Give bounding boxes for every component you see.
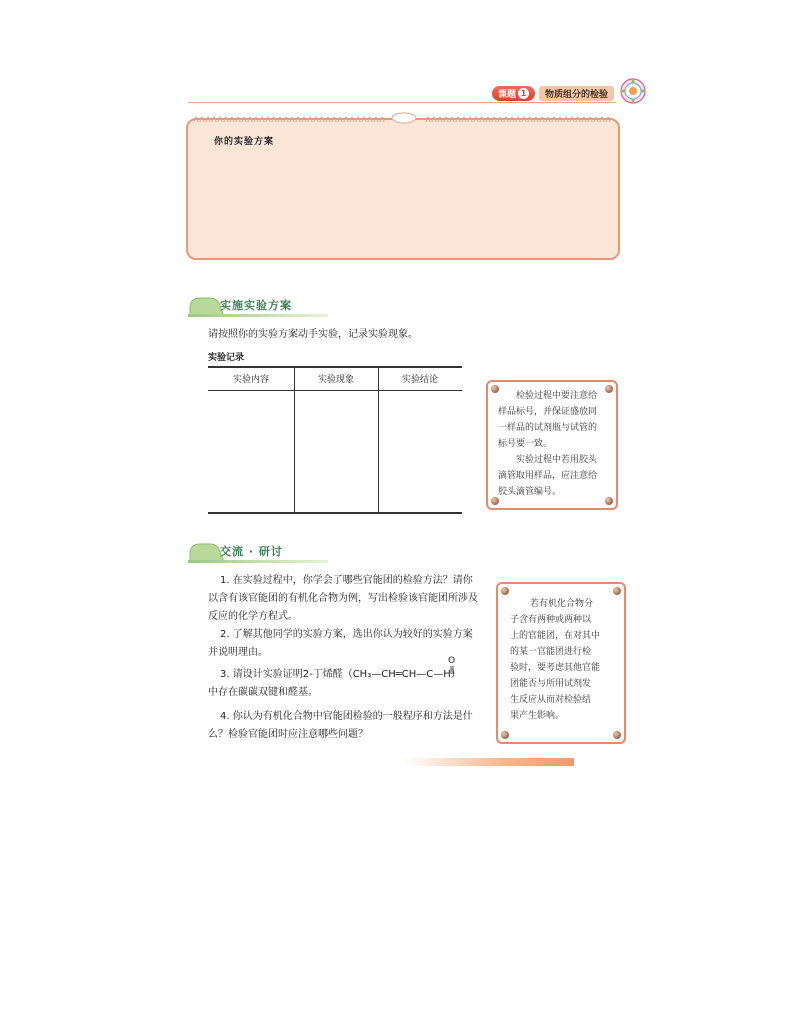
section-header-implement	[188, 294, 292, 316]
topic-title: 物质组分的检验	[539, 86, 614, 101]
plan-box-label: 你的实验方案	[214, 137, 275, 147]
pin-icon	[613, 587, 621, 595]
question-3-prefix: 3. 请设计实验证明2-丁烯醛（	[220, 669, 353, 680]
side-note-functional-groups	[496, 582, 626, 744]
formula-close-paren: ）	[450, 669, 461, 680]
section-title-implement: 实施实验方案	[220, 299, 292, 312]
question-line: 以含有该官能团的有机化合物为例，写出检验该官能团所涉及	[208, 593, 478, 604]
note-line: 样品标号，并保证盛放同	[498, 407, 598, 417]
question-3	[208, 666, 508, 702]
question-line: 么？检验官能团时应注意哪些问题？	[208, 729, 368, 740]
section-underline	[188, 314, 328, 317]
question-line: 4. 你认为有机化合物中官能团检验的一般程序和方法是什	[220, 711, 473, 722]
experiment-record-table	[208, 366, 462, 514]
crotonaldehyde-formula: CH₃—CH═CH—C—H	[352, 669, 451, 680]
question-line: 中存在碳碳双键和醛基。	[208, 687, 318, 698]
question-4	[208, 708, 498, 744]
note-line: 上的官能团，在对其中	[510, 631, 601, 641]
note-line: 生反应从而对检验结	[510, 695, 592, 705]
implement-instruction: 请按照你的实验方案动手实验，记录实验现象。	[208, 329, 418, 340]
pin-icon	[501, 731, 509, 739]
table-header-content: 实验内容	[232, 375, 269, 385]
header-rule	[188, 102, 616, 103]
note-line: 滴管取用样品，应注意给	[498, 471, 598, 481]
notebook-rings-icon	[190, 110, 618, 124]
question-line: 1. 在实验过程中，你学会了哪些官能团的检验方法？请你	[220, 575, 473, 586]
footer-gradient-bar	[404, 758, 574, 766]
pin-icon	[501, 587, 509, 595]
side-note-labeling	[486, 380, 618, 510]
section-header-discussion	[188, 540, 283, 562]
flower-emblem-icon	[620, 78, 646, 104]
table-bottom-rule	[208, 512, 462, 514]
section-title-discussion: 交流 · 研讨	[220, 545, 283, 558]
table-top-rule	[208, 366, 462, 368]
chapter-header	[492, 84, 614, 102]
section-underline	[188, 560, 328, 563]
note-line: 胶头滴管编号。	[498, 487, 562, 497]
table-header-phenomenon: 实验现象	[317, 375, 354, 385]
note-line: 子含有两种或两种以	[510, 615, 592, 625]
note-line: 验时，要考虑其他官能	[510, 663, 601, 673]
topic-badge	[492, 86, 535, 101]
question-line: 并说明理由。	[208, 647, 268, 658]
table-column-divider	[294, 366, 295, 514]
question-1	[208, 572, 498, 626]
carbonyl-oxygen-label: O	[448, 656, 456, 666]
carbonyl-double-bond-icon	[448, 666, 456, 674]
table-column-divider	[378, 366, 379, 514]
question-line: 反应的化学方程式。	[208, 611, 298, 622]
note-line: 团能否与所用试剂发	[510, 679, 592, 689]
question-line: 2. 了解其他同学的实验方案，选出你认为较好的实验方案	[220, 629, 473, 640]
note-line: 果产生影响。	[510, 711, 565, 721]
note-line: 若有机化合物分	[530, 599, 594, 609]
question-line	[208, 666, 508, 684]
note-line: 一样品的试剂瓶与试管的	[498, 423, 598, 433]
topic-badge-label: 课题	[498, 89, 517, 100]
record-table-label: 实验记录	[208, 353, 245, 363]
note-line: 实验过程中若用胶头	[516, 455, 598, 465]
table-header-conclusion: 实验结论	[401, 375, 438, 385]
table-header-rule	[208, 390, 462, 391]
note-line: 的某一官能团进行检	[510, 647, 592, 657]
pin-icon	[613, 731, 621, 739]
note-line: 检验过程中要注意给	[516, 391, 598, 401]
note-line: 标号要一致。	[498, 439, 553, 449]
topic-number: 1	[518, 88, 529, 99]
